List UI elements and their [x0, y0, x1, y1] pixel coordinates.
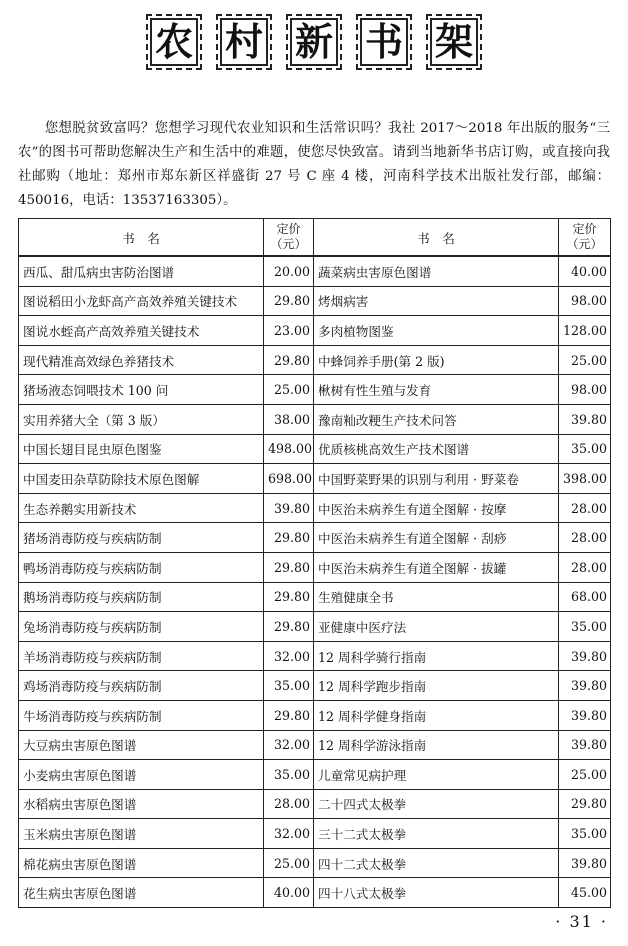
- table-row: [19, 434, 611, 464]
- book-price-left: 498.00: [264, 434, 314, 464]
- book-name-left: 小麦病虫害原色图谱: [19, 760, 264, 790]
- book-name-left: 鸡场消毒防疫与疾病防制: [19, 671, 264, 701]
- book-name-left: 现代精准高效绿色养猪技术: [19, 345, 264, 375]
- book-price-right: 39.80: [559, 730, 611, 760]
- book-price-left: 29.80: [264, 523, 314, 553]
- book-price-left: 32.00: [264, 641, 314, 671]
- book-name-left: 中国麦田杂草防除技术原色图解: [19, 464, 264, 494]
- book-price-left: 32.00: [264, 730, 314, 760]
- book-name-left: 中国长翅目昆虫原色图鉴: [19, 434, 264, 464]
- book-name-left: 实用养猪大全（第 3 版）: [19, 404, 264, 434]
- table-row: [19, 878, 611, 908]
- book-price-left: 28.00: [264, 789, 314, 819]
- book-price-left: 38.00: [264, 404, 314, 434]
- table-row: [19, 582, 611, 612]
- book-price-right: 28.00: [559, 523, 611, 553]
- book-price-right: 25.00: [559, 760, 611, 790]
- book-price-right: 35.00: [559, 434, 611, 464]
- table-row: [19, 523, 611, 553]
- book-name-left: 花生病虫害原色图谱: [19, 878, 264, 908]
- book-name-left: 牛场消毒防疫与疾病防制: [19, 700, 264, 730]
- book-price-left: 29.80: [264, 552, 314, 582]
- book-name-right: 多肉植物图鉴: [314, 316, 559, 346]
- book-price-left: 29.80: [264, 700, 314, 730]
- book-name-right: 三十二式太极拳: [314, 819, 559, 849]
- intro-paragraph: 您想脱贫致富吗？您想学习现代农业知识和生活常识吗？我社 2017～2018 年出版的服务“三农”的图书可帮助您解决生产和生活中的难题，使您尽快致富。请到当地新华书店订购，或直接向我社邮购（地址：郑州市郑东新区祥盛街 27 号 C 座 4 楼，河南科学技术出版社发行部，邮编：450016，电话：13537163305）。: [18, 121, 610, 209]
- book-name-left: 水稻病虫害原色图谱: [19, 789, 264, 819]
- header-price-label: 定价: [572, 222, 597, 236]
- table-header-row: [19, 219, 611, 257]
- book-price-left: 40.00: [264, 878, 314, 908]
- header-name-right: 书 名: [314, 219, 559, 257]
- table-row: [19, 848, 611, 878]
- book-price-left: 32.00: [264, 819, 314, 849]
- book-name-right: 烤烟病害: [314, 286, 559, 316]
- title-char-5: 架: [426, 14, 482, 70]
- title-char-2: 村: [216, 14, 272, 70]
- book-name-left: 大豆病虫害原色图谱: [19, 730, 264, 760]
- book-price-right: 98.00: [559, 375, 611, 405]
- page-number: · 31 ·: [555, 912, 608, 931]
- book-price-right: 28.00: [559, 493, 611, 523]
- book-price-left: 39.80: [264, 493, 314, 523]
- book-name-right: 中蜂饲养手册(第 2 版): [314, 345, 559, 375]
- book-price-right: 39.80: [559, 700, 611, 730]
- table-row: [19, 700, 611, 730]
- header-name-left: 书 名: [19, 219, 264, 257]
- table-row: [19, 464, 611, 494]
- title-char-1: 农: [146, 14, 202, 70]
- book-name-right: 亚健康中医疗法: [314, 612, 559, 642]
- header-price-right: [559, 219, 611, 257]
- header-price-left: [264, 219, 314, 257]
- book-price-right: 25.00: [559, 345, 611, 375]
- table-row: [19, 730, 611, 760]
- page-title: [0, 14, 628, 76]
- table-row: [19, 404, 611, 434]
- table-row: [19, 819, 611, 849]
- book-name-right: 四十二式太极拳: [314, 848, 559, 878]
- table-row: [19, 612, 611, 642]
- book-name-left: 玉米病虫害原色图谱: [19, 819, 264, 849]
- book-price-right: 39.80: [559, 848, 611, 878]
- table-row: [19, 760, 611, 790]
- book-price-left: 20.00: [264, 256, 314, 286]
- title-char-3: 新: [286, 14, 342, 70]
- book-price-right: 28.00: [559, 552, 611, 582]
- header-price-unit: （元）: [270, 237, 307, 251]
- book-name-right: 优质核桃高效生产技术图谱: [314, 434, 559, 464]
- book-price-right: 39.80: [559, 641, 611, 671]
- book-name-left: 棉花病虫害原色图谱: [19, 848, 264, 878]
- book-table-body: [19, 256, 611, 908]
- book-name-left: 羊场消毒防疫与疾病防制: [19, 641, 264, 671]
- book-name-left: 西瓜、甜瓜病虫害防治图谱: [19, 256, 264, 286]
- book-name-right: 12 周科学健身指南: [314, 700, 559, 730]
- book-price-left: 25.00: [264, 848, 314, 878]
- book-price-right: 39.80: [559, 404, 611, 434]
- book-name-right: 二十四式太极拳: [314, 789, 559, 819]
- book-price-left: 35.00: [264, 760, 314, 790]
- book-name-right: 蔬菜病虫害原色图谱: [314, 256, 559, 286]
- book-price-right: 40.00: [559, 256, 611, 286]
- book-name-left: 兔场消毒防疫与疾病防制: [19, 612, 264, 642]
- table-row: [19, 345, 611, 375]
- book-name-left: 鹅场消毒防疫与疾病防制: [19, 582, 264, 612]
- book-table: [18, 218, 611, 908]
- book-name-right: 中医治未病养生有道全图解 · 拔罐: [314, 552, 559, 582]
- book-name-left: 猪场液态饲喂技术 100 问: [19, 375, 264, 405]
- book-price-left: 23.00: [264, 316, 314, 346]
- header-price-unit: （元）: [566, 237, 603, 251]
- book-name-left: 图说水蛭高产高效养殖关键技术: [19, 316, 264, 346]
- book-price-right: 39.80: [559, 671, 611, 701]
- book-price-left: 29.80: [264, 612, 314, 642]
- book-price-right: 35.00: [559, 819, 611, 849]
- book-price-left: 25.00: [264, 375, 314, 405]
- book-name-left: 生态养鹅实用新技术: [19, 493, 264, 523]
- book-price-right: 45.00: [559, 878, 611, 908]
- table-row: [19, 316, 611, 346]
- table-row: [19, 552, 611, 582]
- book-price-right: 68.00: [559, 582, 611, 612]
- book-name-right: 儿童常见病护理: [314, 760, 559, 790]
- table-row: [19, 375, 611, 405]
- book-name-left: 图说稻田小龙虾高产高效养殖关键技术: [19, 286, 264, 316]
- book-name-right: 中医治未病养生有道全图解 · 刮痧: [314, 523, 559, 553]
- book-name-right: 生殖健康全书: [314, 582, 559, 612]
- book-name-right: 12 周科学骑行指南: [314, 641, 559, 671]
- book-name-right: 中国野菜野果的识别与利用 · 野菜卷: [314, 464, 559, 494]
- book-name-right: 12 周科学跑步指南: [314, 671, 559, 701]
- table-row: [19, 641, 611, 671]
- book-name-right: 楸树有性生殖与发育: [314, 375, 559, 405]
- table-row: [19, 286, 611, 316]
- book-name-right: 豫南籼改粳生产技术问答: [314, 404, 559, 434]
- book-price-left: 35.00: [264, 671, 314, 701]
- book-price-left: 29.80: [264, 286, 314, 316]
- table-row: [19, 256, 611, 286]
- book-name-right: 中医治未病养生有道全图解 · 按摩: [314, 493, 559, 523]
- table-row: [19, 671, 611, 701]
- book-price-left: 698.00: [264, 464, 314, 494]
- book-price-left: 29.80: [264, 582, 314, 612]
- book-name-left: 猪场消毒防疫与疾病防制: [19, 523, 264, 553]
- book-name-right: 四十八式太极拳: [314, 878, 559, 908]
- book-price-right: 29.80: [559, 789, 611, 819]
- book-price-left: 29.80: [264, 345, 314, 375]
- book-price-right: 128.00: [559, 316, 611, 346]
- table-row: [19, 493, 611, 523]
- table-row: [19, 789, 611, 819]
- header-price-label: 定价: [276, 222, 301, 236]
- book-price-right: 35.00: [559, 612, 611, 642]
- book-price-right: 398.00: [559, 464, 611, 494]
- book-name-left: 鸭场消毒防疫与疾病防制: [19, 552, 264, 582]
- book-price-right: 98.00: [559, 286, 611, 316]
- title-char-4: 书: [356, 14, 412, 70]
- book-name-right: 12 周科学游泳指南: [314, 730, 559, 760]
